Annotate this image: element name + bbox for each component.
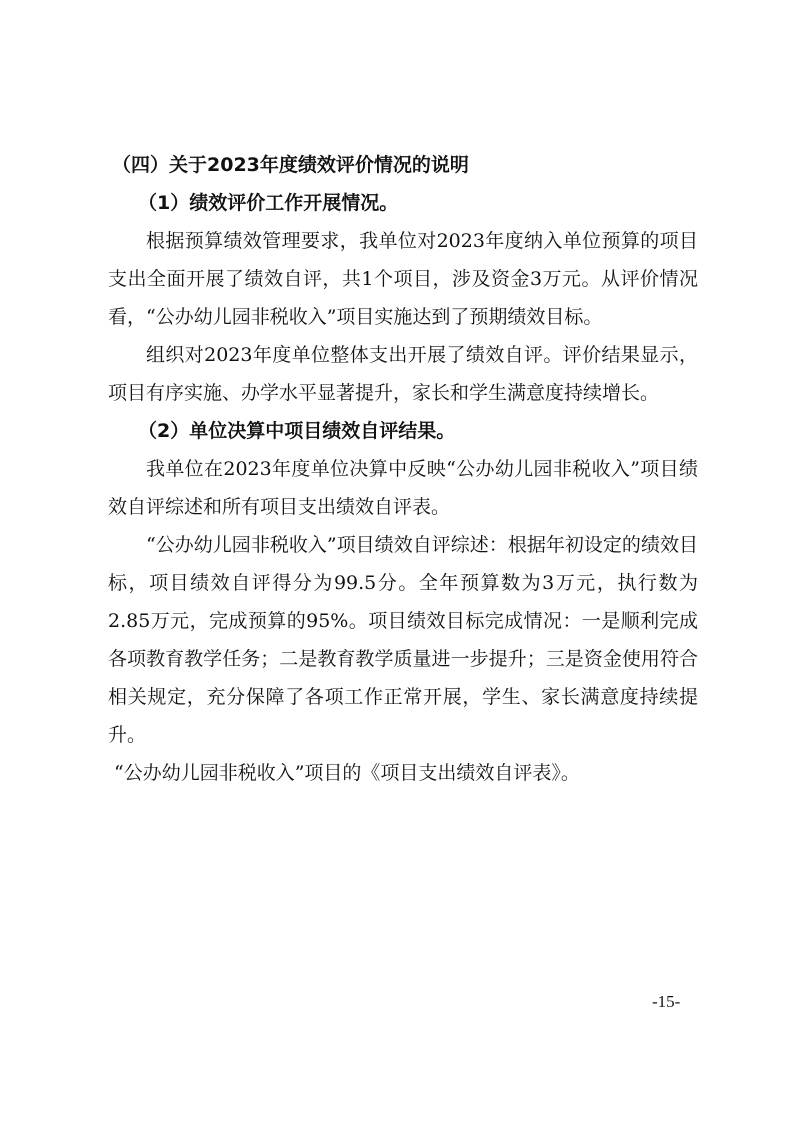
paragraph-evaluation-overview: 根据预算绩效管理要求，我单位对2023年度纳入单位预算的项目支出全面开展了绩效自评，共1个项目，涉及资金3万元。从评价情况看，“公办幼儿园非税收入”项目实施达到了预期绩效目标。 — [108, 230, 698, 328]
page-number: -15- — [652, 992, 681, 1011]
sub-heading-evaluation-work: （1）绩效评价工作开展情况。 — [138, 192, 399, 214]
sub-heading-self-evaluation-results: （2）单位决算中项目绩效自评结果。 — [138, 420, 456, 442]
paragraph-self-evaluation-table: “公办幼儿园非税收入”项目的《项目支出绩效自评表》。 — [114, 762, 580, 784]
paragraph-final-accounts: 我单位在2023年度单位决算中反映“公办幼儿园非税收入”项目绩效自评综述和所有项目支出绩效自评表。 — [108, 458, 698, 518]
document-body — [108, 146, 698, 792]
paragraph-project-summary: “公办幼儿园非税收入”项目绩效自评综述：根据年初设定的绩效目标，项目绩效自评得分为99.5分。全年预算数为3万元，执行数为2.85万元，完成预算的95%。项目绩效目标完成情况：一是顺利完成各项教育教学任务；二是教育教学质量进一步提升；三是资金使用符合相关规定，充分保障了各项工作正常开展，学生、家长满意度持续提升。 — [108, 534, 698, 746]
paragraph-overall-expenditure: 组织对2023年度单位整体支出开展了绩效自评。评价结果显示，项目有序实施、办学水平显著提升，家长和学生满意度持续增长。 — [108, 344, 698, 404]
section-heading: （四）关于2023年度绩效评价情况的说明 — [112, 154, 469, 176]
